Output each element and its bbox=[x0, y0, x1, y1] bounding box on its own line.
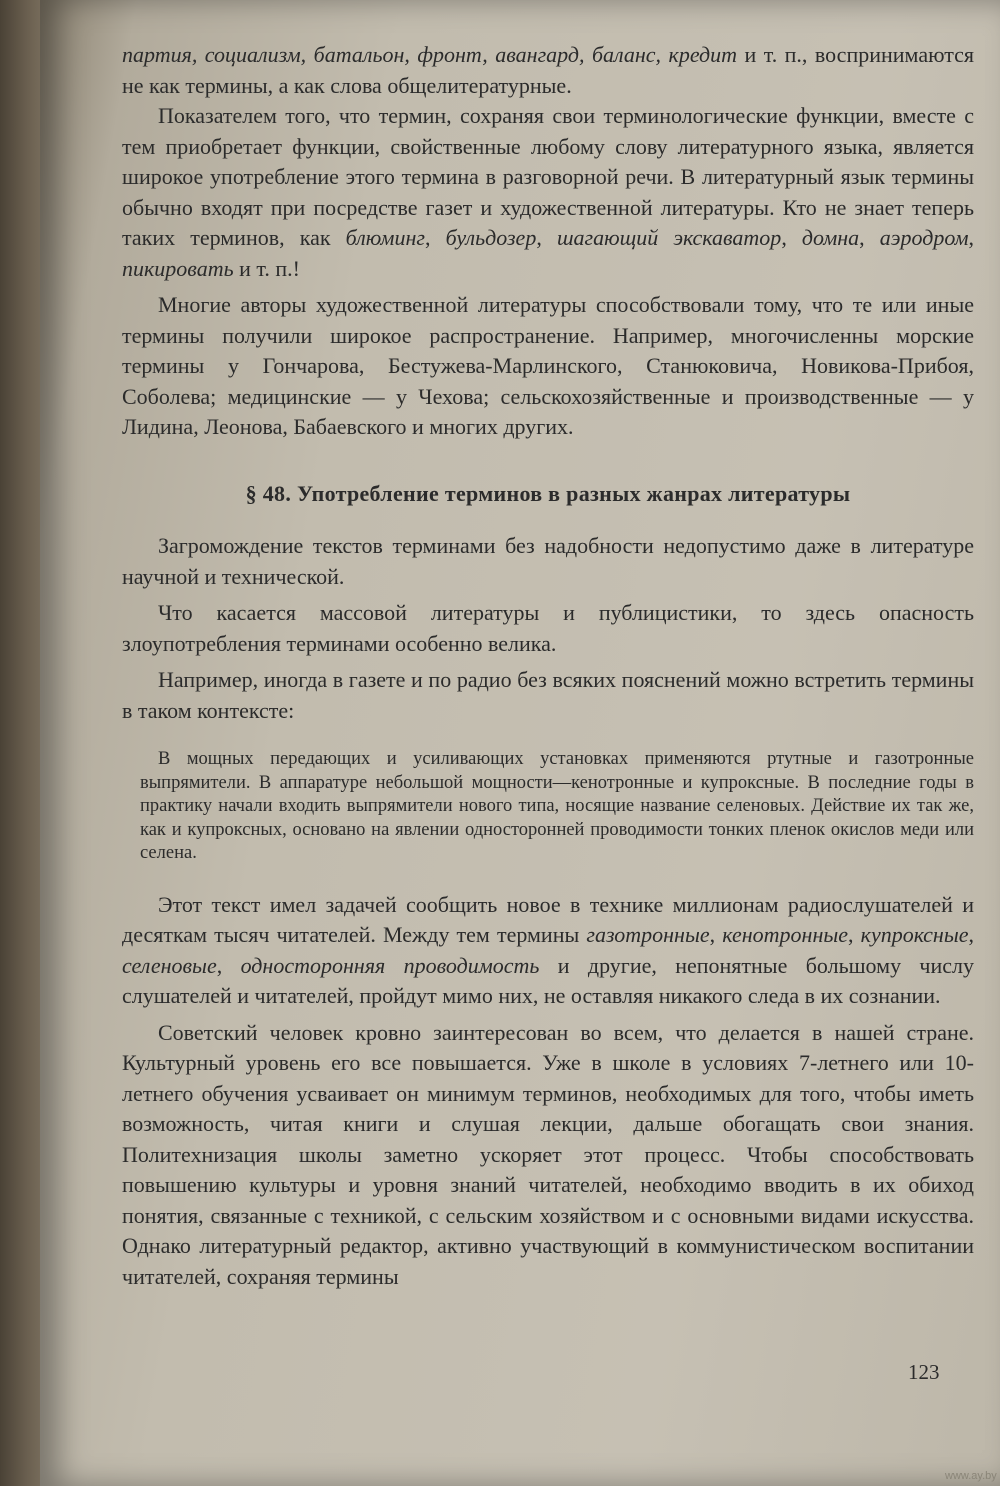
paragraph-2-start: Показателем того, что термин, сохраняя свои терминологические функции, вместе с тем приобретает функции, свойственные любому слову литературного языка, является широкое употребление этого термина в разговорной речи. В литературный язык термины обычно входят при посредстве газет и художественной литературы. Кто не знает теперь таких терминов, как bbox=[122, 103, 974, 250]
watermark: www.ay.by bbox=[945, 1470, 997, 1482]
section-heading: § 48. Употребление терминов в разных жанрах литературы bbox=[245, 480, 851, 506]
book-page bbox=[40, 0, 1000, 1486]
page-text-block bbox=[122, 40, 974, 1292]
term-odnostoronnyaya: односторонняя проводимость bbox=[240, 952, 540, 978]
paragraph-7-start: Этот текст имел задачей сообщить новое в технике миллионам радиослушателей и десяткам тысяч читателей. Между тем термины bbox=[122, 891, 974, 948]
paragraph-5: Что касается массовой литературы и публицистики, то здесь опасность злоупотребления терминами особенно велика. bbox=[122, 600, 974, 656]
term-domna: домна bbox=[801, 225, 860, 250]
term-bluming: блюминг bbox=[345, 225, 425, 250]
paragraph-3: Многие авторы художественной литературы способствовали тому, что те или иные термины получили широкое распространение. Например, многочисленны морские термины у Гончарова, Бестужева-Марлинского, Станюковича, Новикова-Прибоя, Соболева; медицинские — у Чехова; сельскохозяйственные и производственные — у Лидина, Леонова, Бабаевского и многих других. bbox=[122, 292, 974, 439]
paragraph-2-end: и т. п.! bbox=[233, 255, 300, 281]
term-selenovye: селеновые bbox=[122, 952, 217, 978]
paragraph-7: Этот текст имел задачей сообщить новое в технике миллионам радиослушателей и десяткам тысяч читателей. Между тем термины газотронные, кенотронные, купроксные, селеновые, односторонняя проводимость и другие, непонятные большому числу слушателей и читателей, пройдут мимо них, не оставляя никакого следа в их сознании. bbox=[122, 891, 975, 1009]
paragraph-7-end: и другие, непонятные большому числу слушателей и читателей, пройдут мимо них, не оставляя никакого следа в их сознании. bbox=[122, 952, 974, 1009]
paragraph-1-rest: и т. п., воспринимаются не как термины, а как слова общелитературные. bbox=[122, 42, 974, 98]
paragraph-4: Загромождение текстов терминами без надобности недопустимо даже в литературе научной и технической. bbox=[122, 533, 974, 589]
term-kuproksnye: купроксные bbox=[860, 922, 969, 948]
term-pikirovat: пикировать bbox=[122, 255, 234, 281]
paragraph-6: Например, иногда в газете и по радио без всяких пояснений можно встретить термины в таком контексте: bbox=[122, 667, 974, 723]
quoted-example: В мощных передающих и усиливающих установках применяются ртутные и газотронные выпрямители. В аппаратуре небольшой мощности—кенотронные и купроксные. В последние годы в практику начали входить выпрямители нового типа, носящие название селеновых. Действие их так же, как и купроксных, основано на явлении односторонней проводимости тонких пленок окислов меди или селена. bbox=[140, 749, 974, 864]
term-kenotronnye: кенотронные bbox=[722, 922, 849, 948]
page-number: 123 bbox=[908, 1360, 940, 1384]
paragraph-8: Советский человек кровно заинтересован во всем, что делается в нашей стране. Культурный уровень его все повышается. Уже в школе в условиях 7-летнего или 10-летнего обучения усваивает он минимум терминов, необходимых для того, чтобы иметь возможность, читая книги и слушая лекции, дальше обогащать свои знания. Политехнизация школы заметно ускоряет этот процесс. Чтобы способствовать повышению культуры и уровня знаний читателей, необходимо вводить в их обиход понятия, связанные с техникой, с сельским хозяйством и с основными видами искусства. Однако литературный редактор, активно участвующий в коммунистическом воспитании читателей, сохраняя термины bbox=[122, 1019, 974, 1289]
paragraph-2: Показателем того, что термин, сохраняя свои терминологические функции, вместе с тем приобретает функции, свойственные любому слову литературного языка, является широкое употребление этого термина в разговорной речи. В литературный язык термины обычно входят при посредстве газет и художественной литературы. Кто не знает теперь таких терминов, как блюминг, бульдозер, шагающий экскаватор, домна, аэродром, пикировать и т. п.! bbox=[122, 103, 975, 281]
term-gazotronnye: газотронные bbox=[586, 922, 710, 948]
term-aerodrom: аэродром bbox=[879, 225, 969, 250]
term-buldozer: бульдозер bbox=[445, 225, 537, 250]
paragraph-1 bbox=[122, 40, 974, 101]
paragraph-1-italic-terms: партия, социализм, батальон, фронт, авангард, баланс, кредит bbox=[122, 42, 738, 67]
term-excavator: шагающий экскаватор bbox=[556, 225, 782, 250]
